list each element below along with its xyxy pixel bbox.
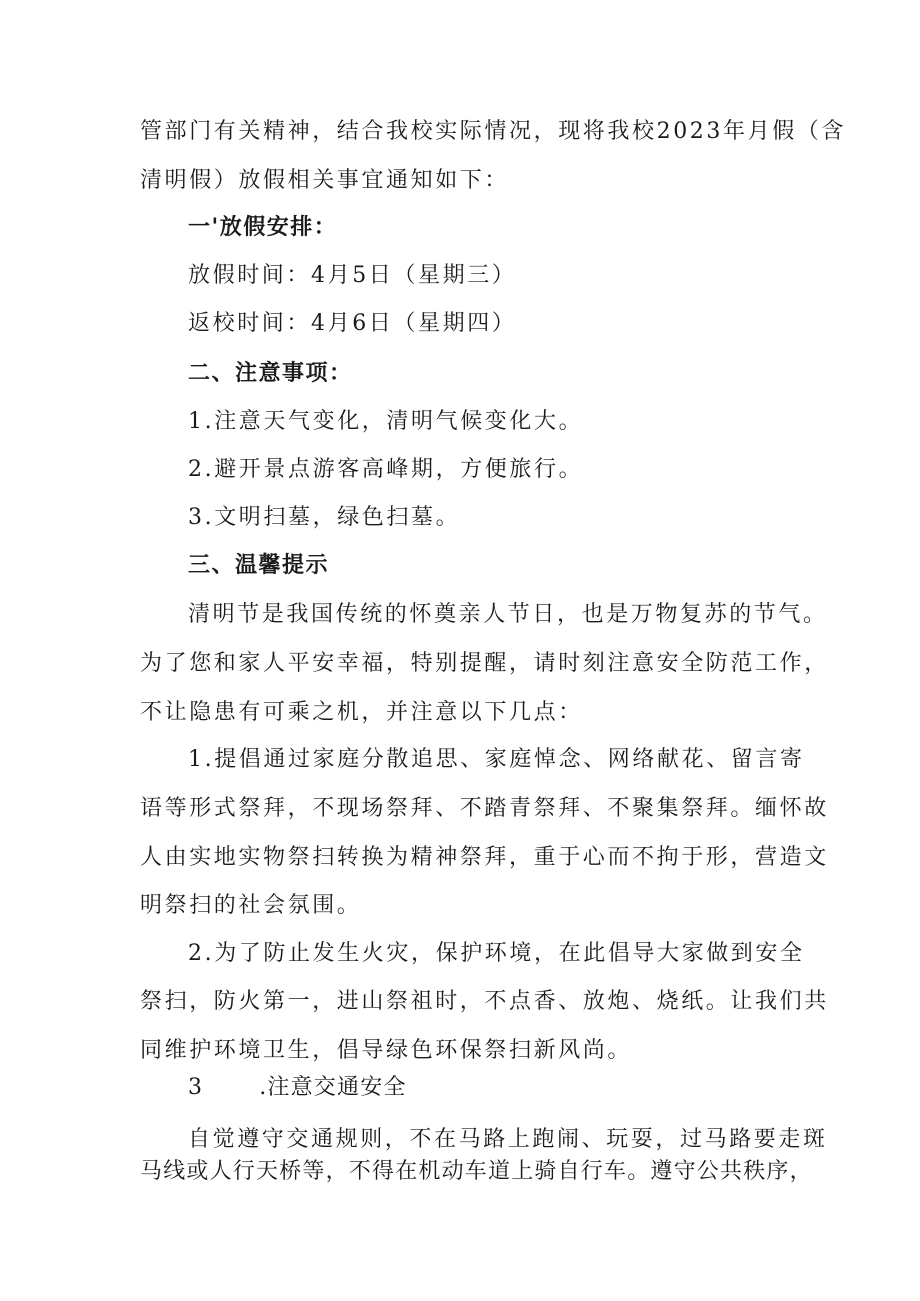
tips-intro-line-1: 清明节是我国传统的怀奠亲人节日，也是万物复苏的节气。 [188,602,828,627]
holiday-start-time: 放假时间：4月5日（星期三） [188,263,517,288]
tip-3-heading [188,1073,407,1103]
tips-intro-line-2: 为了您和家人平安幸福，特别提醒，请时刻注意安全防范工作， [140,651,829,676]
tips-intro-line-3: 不让隐患有可乘之机，并注意以下几点： [140,700,583,725]
intro-line-1: 管部门有关精神，结合我校实际情况，现将我校2023年月假（含 [140,119,846,144]
tip-1-line-2: 语等形式祭拜，不现场祭拜、不踏青祭拜、不聚集祭拜。缅怀故 [140,796,829,821]
section-3-heading: 三、温馨提示 [188,553,330,578]
tip-1-line-1: 1.提倡通过家庭分散追思、家庭悼念、网络献花、留言寄 [188,747,805,772]
traffic-line-2: 马线或人行天桥等，不得在机动车道上骑自行车。遵守公共秩序， [140,1159,813,1184]
tip-2-line-1: 2.为了防止发生火灾，保护环境，在此倡导大家做到安全 [188,941,805,966]
tip-3-text: .注意交通安全 [259,1075,407,1100]
tip-2-line-3: 同维护环境卫生，倡导绿色环保祭扫新风尚。 [140,1038,633,1063]
tip-1-line-3: 人由实地实物祭扫转换为精神祭拜，重于心而不拘于形，营造文 [140,845,829,870]
section-1-heading: 一'放假安排： [188,215,338,240]
tip-1-line-4: 明祭扫的社会氛围。 [140,893,362,918]
tip-3-number: 3 [188,1075,204,1100]
section-2-heading: 二、注意事项： [188,361,353,386]
notice-item-1: 1.注意天气变化，清明气候变化大。 [188,409,584,434]
notice-item-2: 2.避开景点游客高峰期，方便旅行。 [188,457,584,482]
traffic-line-1: 自觉遵守交通规则，不在马路上跑闹、玩耍，过马路要走斑 [188,1127,828,1152]
tip-2-line-2: 祭扫，防火第一，进山祭祖时，不点香、放炮、烧纸。让我们共 [140,989,829,1014]
notice-item-3: 3.文明扫墓，绿色扫墓。 [188,505,461,530]
intro-line-2: 清明假）放假相关事宜通知如下： [140,168,510,193]
holiday-return-time: 返校时间：4月6日（星期四） [188,311,517,336]
